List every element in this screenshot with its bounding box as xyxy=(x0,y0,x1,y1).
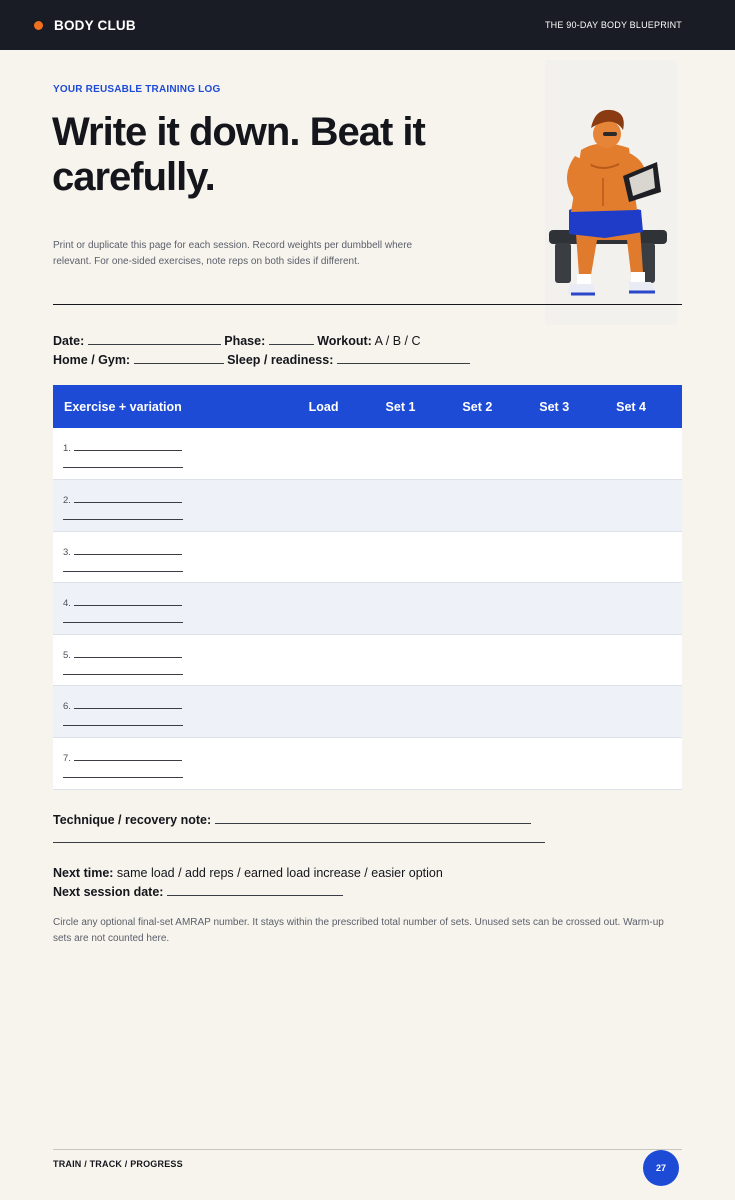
technique-note-row xyxy=(53,813,531,827)
table-row xyxy=(53,583,682,635)
set-cell[interactable] xyxy=(451,531,528,583)
home-gym-field[interactable] xyxy=(134,354,224,364)
table-row xyxy=(53,634,682,686)
next-session-label: Next session date: xyxy=(53,885,164,899)
col-set-1: Set 1 xyxy=(375,385,452,428)
col-load: Load xyxy=(298,385,375,428)
row-number: 5. xyxy=(63,649,71,661)
set-cell[interactable] xyxy=(375,428,452,480)
exercise-cell[interactable] xyxy=(53,634,298,686)
set-cell[interactable] xyxy=(528,686,605,738)
footnote: Circle any optional final-set AMRAP number. It stays within the prescribed total number of sets. Unused sets can be crossed out. Warm-up sets are not counted here. xyxy=(53,917,664,944)
footer-tagline: TRAIN / TRACK / PROGRESS xyxy=(53,1159,183,1169)
table-row xyxy=(53,738,682,790)
page-number-badge: 27 xyxy=(643,1150,679,1186)
brand xyxy=(34,18,136,33)
set-cell[interactable] xyxy=(375,583,452,635)
session-fields-row-1 xyxy=(53,334,420,348)
table-row xyxy=(53,686,682,738)
intro-text: Print or duplicate this page for each session. Record weights per dumbbell where relevant. For one-sided exercises, note reps on both sides if different. xyxy=(53,240,413,267)
table-row xyxy=(53,428,682,480)
exercise-cell[interactable] xyxy=(53,428,298,480)
next-session-row xyxy=(53,885,343,899)
set-cell[interactable] xyxy=(451,634,528,686)
sleep-field[interactable] xyxy=(337,354,470,364)
brand-name: BODY CLUB xyxy=(54,17,136,33)
set-cell[interactable] xyxy=(605,634,682,686)
set-cell[interactable] xyxy=(528,634,605,686)
row-number: 4. xyxy=(63,598,71,610)
date-label: Date: xyxy=(53,334,85,348)
col-set-3: Set 3 xyxy=(528,385,605,428)
next-time-label: Next time: xyxy=(53,866,114,880)
top-bar xyxy=(0,0,735,50)
date-field[interactable] xyxy=(88,335,221,345)
exercise-cell[interactable] xyxy=(53,583,298,635)
set-cell[interactable] xyxy=(528,738,605,790)
table-header-row xyxy=(53,385,682,428)
set-cell[interactable] xyxy=(375,634,452,686)
table-row xyxy=(53,531,682,583)
row-number: 2. xyxy=(63,495,71,507)
set-cell[interactable] xyxy=(605,428,682,480)
technique-field[interactable] xyxy=(215,814,531,824)
set-cell[interactable] xyxy=(528,428,605,480)
exercise-cell[interactable] xyxy=(53,480,298,532)
col-set-4: Set 4 xyxy=(605,385,682,428)
home-gym-label: Home / Gym: xyxy=(53,353,131,367)
workout-label: Workout: xyxy=(317,334,372,348)
set-cell[interactable] xyxy=(451,583,528,635)
set-cell[interactable] xyxy=(528,531,605,583)
col-set-2: Set 2 xyxy=(451,385,528,428)
row-number: 1. xyxy=(63,443,71,454)
load-cell[interactable] xyxy=(298,531,375,583)
workout-options[interactable]: A / B / C xyxy=(374,334,421,348)
set-cell[interactable] xyxy=(605,686,682,738)
load-cell[interactable] xyxy=(298,583,375,635)
page-title: Write it down. Beat it carefully. xyxy=(52,110,425,199)
row-number: 7. xyxy=(63,753,71,765)
row-number: 6. xyxy=(63,701,71,713)
load-cell[interactable] xyxy=(298,428,375,480)
set-cell[interactable] xyxy=(375,686,452,738)
set-cell[interactable] xyxy=(451,738,528,790)
set-cell[interactable] xyxy=(375,738,452,790)
next-time-options[interactable]: same load / add reps / earned load increase / easier option xyxy=(116,866,443,880)
brand-dot-icon xyxy=(34,21,43,30)
technique-label: Technique / recovery note: xyxy=(53,813,212,827)
set-cell[interactable] xyxy=(605,480,682,532)
bench-reader-illustration xyxy=(545,60,677,325)
set-cell[interactable] xyxy=(528,583,605,635)
set-cell[interactable] xyxy=(451,686,528,738)
sleep-label: Sleep / readiness: xyxy=(227,353,334,367)
footer-divider xyxy=(53,1149,682,1150)
table-row xyxy=(53,480,682,532)
set-cell[interactable] xyxy=(528,480,605,532)
phase-label: Phase: xyxy=(224,334,266,348)
phase-field[interactable] xyxy=(269,335,314,345)
load-cell[interactable] xyxy=(298,480,375,532)
load-cell[interactable] xyxy=(298,634,375,686)
next-time-row xyxy=(53,866,443,880)
technique-note-continuation xyxy=(53,832,545,846)
exercise-cell[interactable] xyxy=(53,686,298,738)
set-cell[interactable] xyxy=(375,531,452,583)
col-exercise: Exercise + variation xyxy=(53,385,298,428)
load-cell[interactable] xyxy=(298,738,375,790)
exercise-cell[interactable] xyxy=(53,738,298,790)
set-cell[interactable] xyxy=(605,738,682,790)
training-log-table xyxy=(53,385,682,790)
set-cell[interactable] xyxy=(451,480,528,532)
next-session-field[interactable] xyxy=(167,886,343,896)
set-cell[interactable] xyxy=(605,531,682,583)
set-cell[interactable] xyxy=(375,480,452,532)
set-cell[interactable] xyxy=(605,583,682,635)
row-number: 3. xyxy=(63,546,71,558)
set-cell[interactable] xyxy=(451,428,528,480)
section-divider xyxy=(53,304,682,305)
guide-title: THE 90-DAY BODY BLUEPRINT xyxy=(544,20,682,30)
load-cell[interactable] xyxy=(298,686,375,738)
session-fields-row-2 xyxy=(53,353,470,367)
eyebrow-label: YOUR REUSABLE TRAINING LOG xyxy=(53,84,221,95)
exercise-cell[interactable] xyxy=(53,531,298,583)
technique-field-line-2[interactable] xyxy=(53,833,545,843)
